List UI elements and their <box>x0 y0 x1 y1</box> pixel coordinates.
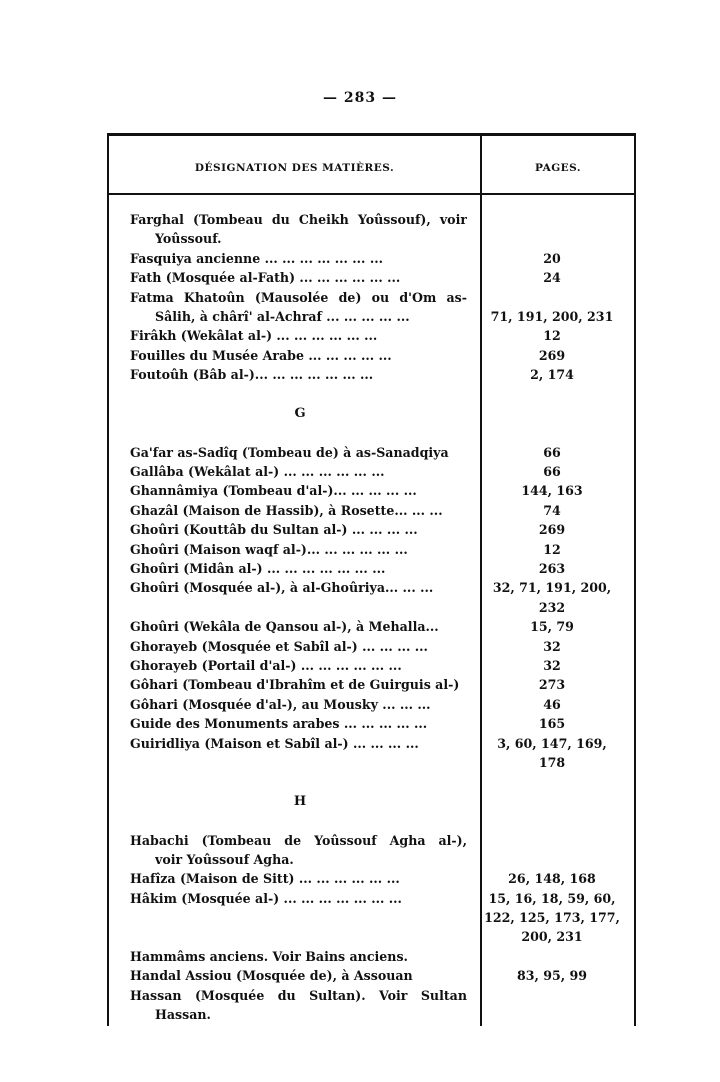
header-designation: DÉSIGNATION DES MATIÈRES. <box>194 162 395 174</box>
index-row <box>130 598 620 617</box>
index-row <box>130 831 620 850</box>
index-row <box>130 481 620 500</box>
entry-designation: Fouilles du Musée Arabe ... ... ... ... ... <box>130 347 392 363</box>
entry-designation: Gallâba (Wekâlat al-) ... ... ... ... ... ... <box>130 464 385 480</box>
entry-designation: Ghorayeb (Portail d'al-) ... ... ... ... ... ... <box>130 657 402 673</box>
index-row <box>130 307 620 326</box>
entry-designation: Hâkim (Mosquée al-) ... ... ... ... ... ... ... <box>130 890 402 906</box>
entry-pages: 269 <box>538 347 566 363</box>
index-row <box>130 617 620 636</box>
index-row <box>130 210 620 229</box>
index-row <box>130 927 620 946</box>
entry-designation: Hassan (Mosquée du Sultan). Voir Sultan <box>130 987 467 1003</box>
entry-pages: 66 <box>543 464 561 480</box>
index-row <box>130 772 620 791</box>
section-letter: G <box>294 405 306 421</box>
entry-pages: 71, 191, 200, 231 <box>490 308 614 324</box>
index-row <box>130 656 620 675</box>
index-row <box>130 908 620 927</box>
index-row <box>130 947 620 966</box>
entry-designation: Sâlih, à chârî' al-Achraf ... ... ... ... ... <box>155 308 410 324</box>
entry-pages: 26, 148, 168 <box>508 871 596 887</box>
index-row <box>130 986 620 1005</box>
entry-pages: 15, 79 <box>530 619 574 635</box>
entry-designation: Farghal (Tombeau du Cheikh Yoûssouf), voir <box>130 212 467 227</box>
entry-designation: Fath (Mosquée al-Fath) ... ... ... ... ... ... <box>130 270 401 286</box>
entry-pages: 32, 71, 191, 200, <box>492 580 612 596</box>
index-row <box>130 443 620 462</box>
header-rule <box>109 193 634 195</box>
entry-designation: Fasquiya ancienne ... ... ... ... ... ... ... <box>130 250 383 266</box>
index-row <box>130 229 620 248</box>
index-row <box>130 501 620 520</box>
entry-pages: 269 <box>538 522 566 538</box>
index-row <box>130 734 620 753</box>
entry-pages: 2, 174 <box>530 367 574 383</box>
table-header <box>109 136 634 193</box>
page-number: — 283 — <box>323 90 397 106</box>
index-row <box>130 889 620 908</box>
entry-designation: Ghannâmiya (Tombeau d'al-)... ... ... ... ... <box>130 483 417 499</box>
index-row <box>130 675 620 694</box>
entry-pages: 83, 95, 99 <box>516 968 588 984</box>
entry-pages: 273 <box>538 677 566 693</box>
entry-designation: Ghorayeb (Mosquée et Sabîl al-) ... ... ... ... <box>130 638 428 654</box>
entry-pages: 263 <box>538 561 566 577</box>
index-row <box>130 966 620 985</box>
entry-designation: Ghoûri (Mosquée al-), à al-Ghoûriya... ... ... <box>130 580 434 596</box>
entry-designation: Ga'far as-Sadîq (Tombeau de) à as-Sanadqiya <box>130 444 449 460</box>
entry-pages: 15, 16, 18, 59, 60, <box>488 890 616 906</box>
index-row <box>130 385 620 404</box>
index-row <box>130 714 620 733</box>
section-letter: H <box>293 793 307 809</box>
entry-pages: 66 <box>543 444 561 460</box>
entry-pages: 12 <box>543 541 561 557</box>
index-row <box>130 288 620 307</box>
entry-pages: 32 <box>543 657 561 673</box>
index-row <box>130 850 620 869</box>
entry-designation: Yoûssouf. <box>155 231 222 247</box>
entry-designation: Foutoûh (Bâb al-)... ... ... ... ... ... ... <box>130 367 374 383</box>
entry-designation: Gôhari (Mosquée d'al-), au Mousky ... ... ... <box>130 696 431 712</box>
index-row <box>130 637 620 656</box>
entry-designation: Guide des Monuments arabes ... ... ... ... ... <box>130 716 428 732</box>
entry-pages: 3, 60, 147, 169, <box>497 735 607 751</box>
entry-pages: 24 <box>543 270 561 286</box>
index-row <box>130 462 620 481</box>
entry-pages: 122, 125, 173, 177, <box>484 910 620 926</box>
entry-pages: 178 <box>538 754 566 770</box>
index-row <box>130 753 620 772</box>
entry-designation: Handal Assiou (Mosquée de), à Assouan <box>130 968 413 984</box>
index-row <box>130 695 620 714</box>
entry-pages: 144, 163 <box>521 483 583 499</box>
entry-designation: Hafîza (Maison de Sitt) ... ... ... ... ... ... <box>130 871 400 887</box>
entry-pages: 46 <box>543 696 561 712</box>
entry-pages: 200, 231 <box>521 929 583 945</box>
index-row <box>130 326 620 345</box>
section-letter-row <box>130 792 620 811</box>
entry-pages: 20 <box>543 250 561 266</box>
index-row <box>130 268 620 287</box>
entry-designation: Gôhari (Tombeau d'Ibrahîm et de Guirguis al-) <box>130 677 460 693</box>
entry-designation: Ghazâl (Maison de Hassib), à Rosette... ... ... <box>130 502 443 518</box>
index-entries <box>130 210 620 1024</box>
index-row <box>130 423 620 442</box>
header-pages: PAGES. <box>534 162 582 174</box>
index-row <box>130 869 620 888</box>
entry-designation: Ghoûri (Midân al-) ... ... ... ... ... ... ... <box>130 561 386 577</box>
entry-designation: Hammâms anciens. Voir Bains anciens. <box>130 948 408 964</box>
entry-designation: voir Yoûssouf Agha. <box>155 851 294 867</box>
section-letter-row <box>130 404 620 423</box>
entry-designation: Hassan. <box>155 1007 211 1023</box>
index-row <box>130 346 620 365</box>
entry-designation: Ghoûri (Wekâla de Qansou al-), à Mehalla... <box>130 619 439 635</box>
entry-pages: 12 <box>543 328 561 344</box>
entry-designation: Ghoûri (Kouttâb du Sultan al-) ... ... ... ... <box>130 522 418 538</box>
index-row <box>130 578 620 597</box>
index-row <box>130 365 620 384</box>
index-row <box>130 249 620 268</box>
index-row <box>130 540 620 559</box>
index-row <box>130 559 620 578</box>
index-row <box>130 520 620 539</box>
entry-designation: Habachi (Tombeau de Yoûssouf Agha al-), <box>130 832 467 848</box>
index-row <box>130 1005 620 1024</box>
entry-pages: 232 <box>538 599 566 615</box>
entry-pages: 32 <box>543 638 561 654</box>
entry-designation: Firâkh (Wekâlat al-) ... ... ... ... ... ... <box>130 328 378 344</box>
entry-pages: 165 <box>538 716 566 732</box>
entry-pages: 74 <box>543 502 561 518</box>
index-row <box>130 811 620 830</box>
entry-designation: Ghoûri (Maison waqf al-)... ... ... ... ... ... <box>130 541 408 557</box>
entry-designation: Guiridliya (Maison et Sabîl al-) ... ... ... ... <box>130 735 419 751</box>
entry-designation: Fatma Khatoûn (Mausolée de) ou d'Om as- <box>130 289 467 305</box>
